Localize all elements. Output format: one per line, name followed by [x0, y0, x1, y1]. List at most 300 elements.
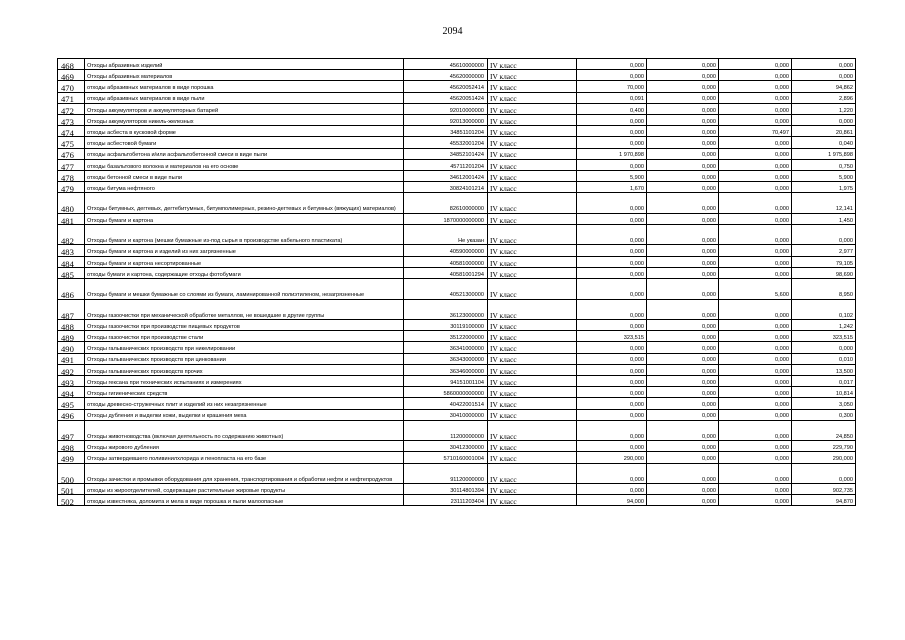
- hazard-class: IV класс: [488, 193, 577, 214]
- value-col-4: 0,017: [792, 375, 856, 386]
- hazard-class: IV класс: [488, 59, 577, 70]
- waste-name: Отходы бумаги и картона и изделий из них загрязненные: [85, 245, 404, 256]
- value-col-2: 0,000: [647, 137, 719, 148]
- waste-name: Отходы зачистки и промывки оборудования для хранения, транспортирования и обработки нефти и нефтепродуктов: [85, 463, 404, 484]
- waste-name: Отходы абразивных материалов: [85, 70, 404, 81]
- value-col-3: 0,000: [719, 375, 792, 386]
- value-col-1: 0,000: [577, 267, 647, 278]
- table-row: [58, 159, 856, 170]
- value-col-1: 0,000: [577, 484, 647, 495]
- value-col-3: 0,000: [719, 193, 792, 214]
- waste-code: 45620000000: [404, 70, 488, 81]
- value-col-4: 0,000: [792, 114, 856, 125]
- table-row: [58, 213, 856, 224]
- value-col-4: 24,850: [792, 420, 856, 441]
- waste-code: 40581000000: [404, 256, 488, 267]
- value-col-3: 0,000: [719, 92, 792, 103]
- value-col-4: 0,000: [792, 342, 856, 353]
- waste-code: 30119100000: [404, 320, 488, 331]
- value-col-3: 0,000: [719, 353, 792, 364]
- hazard-class: IV класс: [488, 267, 577, 278]
- waste-name: Отходы дубления и выделки кожи, выделки и крашения меха: [85, 409, 404, 420]
- value-col-4: 79,105: [792, 256, 856, 267]
- value-col-2: 0,000: [647, 279, 719, 300]
- hazard-class: IV класс: [488, 463, 577, 484]
- value-col-4: 94,870: [792, 495, 856, 506]
- value-col-2: 0,000: [647, 452, 719, 463]
- row-number: 471: [58, 92, 85, 103]
- waste-code: 45711201204: [404, 159, 488, 170]
- value-col-3: 0,000: [719, 213, 792, 224]
- table-row: [58, 92, 856, 103]
- row-number: 472: [58, 103, 85, 114]
- value-col-4: 229,790: [792, 441, 856, 452]
- row-number: 474: [58, 126, 85, 137]
- row-number: 496: [58, 409, 85, 420]
- row-number: 480: [58, 193, 85, 214]
- value-col-3: 0,000: [719, 256, 792, 267]
- value-col-4: 1,450: [792, 213, 856, 224]
- value-col-1: 0,000: [577, 114, 647, 125]
- table-row: [58, 193, 856, 214]
- row-number: 499: [58, 452, 85, 463]
- table-row: [58, 484, 856, 495]
- row-number: 487: [58, 299, 85, 320]
- value-col-1: 323,515: [577, 331, 647, 342]
- value-col-1: 0,000: [577, 193, 647, 214]
- value-col-1: 0,000: [577, 353, 647, 364]
- value-col-4: 20,861: [792, 126, 856, 137]
- value-col-4: 0,040: [792, 137, 856, 148]
- value-col-4: 3,050: [792, 398, 856, 409]
- table-row: [58, 148, 856, 159]
- value-col-4: 0,000: [792, 59, 856, 70]
- waste-name: отходы асбестовой бумаги: [85, 137, 404, 148]
- waste-name: Отходы газоочистки при производстве пищевых продуктов: [85, 320, 404, 331]
- value-col-4: 0,102: [792, 299, 856, 320]
- row-number: 490: [58, 342, 85, 353]
- waste-code: 36341000000: [404, 342, 488, 353]
- waste-name: отходы базальтового волокна и материалов на его основе: [85, 159, 404, 170]
- waste-code: 45532001204: [404, 137, 488, 148]
- table-row: [58, 420, 856, 441]
- value-col-3: 0,000: [719, 452, 792, 463]
- waste-code: 91120000000: [404, 463, 488, 484]
- waste-name: отходы асфальтобетона и/или асфальтобетонной смеси в виде пыли: [85, 148, 404, 159]
- value-col-1: 0,000: [577, 59, 647, 70]
- value-col-4: 94,862: [792, 81, 856, 92]
- waste-name: Отходы аккумуляторов никель-железных: [85, 114, 404, 125]
- waste-name: отходы абразивных материалов в виде пыли: [85, 92, 404, 103]
- hazard-class: IV класс: [488, 159, 577, 170]
- value-col-4: 12,141: [792, 193, 856, 214]
- value-col-3: 0,000: [719, 320, 792, 331]
- hazard-class: IV класс: [488, 81, 577, 92]
- value-col-4: 1,220: [792, 103, 856, 114]
- value-col-3: 0,000: [719, 81, 792, 92]
- hazard-class: IV класс: [488, 299, 577, 320]
- row-number: 485: [58, 267, 85, 278]
- table-row: [58, 463, 856, 484]
- waste-name: отходы из жироотделителей, содержащие растительные жировые продукты: [85, 484, 404, 495]
- waste-name: Отходы битумных, дегтевых, дегтебитумных, битумполимерных, резино-дегтевых и битумных (вяжущих) материалов): [85, 193, 404, 214]
- value-col-1: 5,900: [577, 170, 647, 181]
- value-col-2: 0,000: [647, 267, 719, 278]
- hazard-class: IV класс: [488, 409, 577, 420]
- value-col-3: 0,000: [719, 159, 792, 170]
- value-col-3: 0,000: [719, 267, 792, 278]
- value-col-4: 0,010: [792, 353, 856, 364]
- value-col-3: 0,000: [719, 114, 792, 125]
- waste-name: Отходы бумаги и картона (мешки бумажные из-под сырья в производстве кабельного пластиката): [85, 224, 404, 245]
- row-number: 483: [58, 245, 85, 256]
- table-row: [58, 137, 856, 148]
- value-col-1: 1 970,898: [577, 148, 647, 159]
- waste-name: Отходы бумаги и мешки бумажные со слоями из бумаги, ламинированной полиэтиленом, незагрязненные: [85, 279, 404, 300]
- row-number: 489: [58, 331, 85, 342]
- page-number: 2094: [442, 26, 463, 37]
- waste-code: 40590000000: [404, 245, 488, 256]
- value-col-3: 0,000: [719, 364, 792, 375]
- hazard-class: IV класс: [488, 495, 577, 506]
- row-number: 478: [58, 170, 85, 181]
- value-col-1: 0,000: [577, 420, 647, 441]
- value-col-1: 0,000: [577, 279, 647, 300]
- hazard-class: IV класс: [488, 342, 577, 353]
- hazard-class: IV класс: [488, 137, 577, 148]
- hazard-class: IV класс: [488, 353, 577, 364]
- value-col-1: 0,000: [577, 364, 647, 375]
- value-col-2: 0,000: [647, 441, 719, 452]
- table-row: [58, 409, 856, 420]
- table-row: [58, 320, 856, 331]
- waste-code: 23111203404: [404, 495, 488, 506]
- waste-code: 82610000000: [404, 193, 488, 214]
- value-col-2: 0,000: [647, 256, 719, 267]
- value-col-2: 0,000: [647, 81, 719, 92]
- waste-code: 5710160001004: [404, 452, 488, 463]
- row-number: 473: [58, 114, 85, 125]
- table-row: [58, 441, 856, 452]
- table-row: [58, 256, 856, 267]
- waste-table: [57, 58, 856, 506]
- hazard-class: IV класс: [488, 245, 577, 256]
- value-col-3: 0,000: [719, 441, 792, 452]
- value-col-1: 0,000: [577, 387, 647, 398]
- value-col-4: 1,975: [792, 182, 856, 193]
- value-col-4: 0,000: [792, 463, 856, 484]
- waste-code: 30410000000: [404, 409, 488, 420]
- waste-name: Отходы аккумуляторов и аккумуляторных батарей: [85, 103, 404, 114]
- table-row: [58, 126, 856, 137]
- value-col-2: 0,000: [647, 114, 719, 125]
- value-col-4: 290,000: [792, 452, 856, 463]
- table-row: [58, 81, 856, 92]
- hazard-class: IV класс: [488, 375, 577, 386]
- waste-name: Отходы гексана при технических испытаниях и измерениях: [85, 375, 404, 386]
- waste-code: 34852101424: [404, 148, 488, 159]
- value-col-2: 0,000: [647, 398, 719, 409]
- value-col-1: 0,000: [577, 256, 647, 267]
- value-col-1: 0,000: [577, 224, 647, 245]
- value-col-3: 0,000: [719, 342, 792, 353]
- waste-name: Отходы газоочистки при производстве стали: [85, 331, 404, 342]
- waste-code: 36343000000: [404, 353, 488, 364]
- value-col-1: 0,000: [577, 409, 647, 420]
- value-col-2: 0,000: [647, 148, 719, 159]
- table-row: [58, 353, 856, 364]
- value-col-3: 0,000: [719, 484, 792, 495]
- waste-code: 45610000000: [404, 59, 488, 70]
- waste-code: 1870000000000: [404, 213, 488, 224]
- waste-code: Не указан: [404, 224, 488, 245]
- value-col-3: 0,000: [719, 398, 792, 409]
- value-col-2: 0,000: [647, 353, 719, 364]
- value-col-1: 0,091: [577, 92, 647, 103]
- value-col-3: 0,000: [719, 420, 792, 441]
- value-col-2: 0,000: [647, 70, 719, 81]
- hazard-class: IV класс: [488, 148, 577, 159]
- value-col-2: 0,000: [647, 484, 719, 495]
- value-col-3: 0,000: [719, 103, 792, 114]
- value-col-3: 0,000: [719, 299, 792, 320]
- value-col-1: 94,000: [577, 495, 647, 506]
- table-row: [58, 182, 856, 193]
- row-number: 491: [58, 353, 85, 364]
- waste-code: 34612001424: [404, 170, 488, 181]
- waste-code: 30412300000: [404, 441, 488, 452]
- value-col-4: 0,300: [792, 409, 856, 420]
- table-row: [58, 70, 856, 81]
- value-col-4: 323,515: [792, 331, 856, 342]
- hazard-class: IV класс: [488, 70, 577, 81]
- row-number: 481: [58, 213, 85, 224]
- table-row: [58, 331, 856, 342]
- value-col-3: 0,000: [719, 137, 792, 148]
- waste-name: Отходы абразивных изделий: [85, 59, 404, 70]
- row-number: 468: [58, 59, 85, 70]
- value-col-1: 0,000: [577, 213, 647, 224]
- row-number: 494: [58, 387, 85, 398]
- waste-code: 45620051424: [404, 92, 488, 103]
- waste-name: Отходы гальванических производств прочих: [85, 364, 404, 375]
- table-row: [58, 495, 856, 506]
- value-col-4: 2,896: [792, 92, 856, 103]
- value-col-1: 0,400: [577, 103, 647, 114]
- value-col-2: 0,000: [647, 409, 719, 420]
- value-col-1: 0,000: [577, 299, 647, 320]
- table-row: [58, 387, 856, 398]
- waste-name: отходы абразивных материалов в виде порошка: [85, 81, 404, 92]
- value-col-4: 1 975,898: [792, 148, 856, 159]
- waste-code: 92013000000: [404, 114, 488, 125]
- value-col-2: 0,000: [647, 92, 719, 103]
- waste-name: отходы бумаги и картона, содержащие отходы фотобумаги: [85, 267, 404, 278]
- value-col-2: 0,000: [647, 182, 719, 193]
- row-number: 477: [58, 159, 85, 170]
- value-col-1: 290,000: [577, 452, 647, 463]
- value-col-2: 0,000: [647, 364, 719, 375]
- value-col-1: 0,000: [577, 245, 647, 256]
- value-col-3: 0,000: [719, 387, 792, 398]
- value-col-4: 1,242: [792, 320, 856, 331]
- waste-name: отходы известняка, доломита и мела в виде порошка и пыли малоопасные: [85, 495, 404, 506]
- value-col-2: 0,000: [647, 375, 719, 386]
- value-col-1: 0,000: [577, 375, 647, 386]
- value-col-2: 0,000: [647, 495, 719, 506]
- waste-name: Отходы гальванических производств при цинковании: [85, 353, 404, 364]
- value-col-2: 0,000: [647, 387, 719, 398]
- waste-code: 30114801394: [404, 484, 488, 495]
- value-col-1: 0,000: [577, 342, 647, 353]
- value-col-1: 0,000: [577, 137, 647, 148]
- hazard-class: IV класс: [488, 213, 577, 224]
- hazard-class: IV класс: [488, 114, 577, 125]
- table-row: [58, 375, 856, 386]
- row-number: 492: [58, 364, 85, 375]
- value-col-1: 0,000: [577, 441, 647, 452]
- table-row: [58, 224, 856, 245]
- waste-name: Отходы животноводства (включая деятельность по содержанию животных): [85, 420, 404, 441]
- value-col-3: 0,000: [719, 224, 792, 245]
- hazard-class: IV класс: [488, 279, 577, 300]
- row-number: 469: [58, 70, 85, 81]
- value-col-1: 0,000: [577, 126, 647, 137]
- waste-code: 35122000000: [404, 331, 488, 342]
- hazard-class: IV класс: [488, 441, 577, 452]
- hazard-class: IV класс: [488, 452, 577, 463]
- waste-code: 94151001104: [404, 375, 488, 386]
- waste-code: 40422001514: [404, 398, 488, 409]
- waste-name: отходы асбеста в кусковой форме: [85, 126, 404, 137]
- value-col-4: 0,750: [792, 159, 856, 170]
- value-col-2: 0,000: [647, 159, 719, 170]
- table-row: [58, 342, 856, 353]
- waste-name: отходы бетонной смеси в виде пыли: [85, 170, 404, 181]
- row-number: 484: [58, 256, 85, 267]
- hazard-class: IV класс: [488, 182, 577, 193]
- value-col-2: 0,000: [647, 103, 719, 114]
- value-col-3: 0,000: [719, 70, 792, 81]
- value-col-2: 0,000: [647, 224, 719, 245]
- hazard-class: IV класс: [488, 364, 577, 375]
- value-col-2: 0,000: [647, 320, 719, 331]
- value-col-2: 0,000: [647, 420, 719, 441]
- waste-name: Отходы гигиенических средств: [85, 387, 404, 398]
- hazard-class: IV класс: [488, 224, 577, 245]
- waste-code: 36123000000: [404, 299, 488, 320]
- hazard-class: IV класс: [488, 420, 577, 441]
- row-number: 475: [58, 137, 85, 148]
- value-col-3: 0,000: [719, 170, 792, 181]
- value-col-4: 8,950: [792, 279, 856, 300]
- table-row: [58, 299, 856, 320]
- waste-name: Отходы затвердевшего поливинилхлорида и пенопласта на его базе: [85, 452, 404, 463]
- table-row: [58, 114, 856, 125]
- value-col-2: 0,000: [647, 170, 719, 181]
- value-col-3: 70,497: [719, 126, 792, 137]
- row-number: 501: [58, 484, 85, 495]
- hazard-class: IV класс: [488, 103, 577, 114]
- row-number: 486: [58, 279, 85, 300]
- hazard-class: IV класс: [488, 170, 577, 181]
- hazard-class: IV класс: [488, 398, 577, 409]
- row-number: 479: [58, 182, 85, 193]
- value-col-4: 10,814: [792, 387, 856, 398]
- row-number: 488: [58, 320, 85, 331]
- value-col-4: 0,000: [792, 70, 856, 81]
- value-col-2: 0,000: [647, 299, 719, 320]
- waste-name: отходы битума нефтяного: [85, 182, 404, 193]
- hazard-class: IV класс: [488, 92, 577, 103]
- value-col-2: 0,000: [647, 331, 719, 342]
- row-number: 495: [58, 398, 85, 409]
- value-col-3: 0,000: [719, 409, 792, 420]
- waste-code: 34851101204: [404, 126, 488, 137]
- value-col-1: 0,000: [577, 159, 647, 170]
- waste-code: 92010000000: [404, 103, 488, 114]
- row-number: 502: [58, 495, 85, 506]
- row-number: 470: [58, 81, 85, 92]
- table-row: [58, 364, 856, 375]
- value-col-3: 0,000: [719, 331, 792, 342]
- hazard-class: IV класс: [488, 484, 577, 495]
- row-number: 482: [58, 224, 85, 245]
- waste-code: 45620052414: [404, 81, 488, 92]
- value-col-3: 0,000: [719, 59, 792, 70]
- table-row: [58, 245, 856, 256]
- waste-name: Отходы бумаги и картона: [85, 213, 404, 224]
- waste-name: отходы древесно-стружечных плит и изделий из них незагрязненные: [85, 398, 404, 409]
- waste-code: 40581001294: [404, 267, 488, 278]
- table-body: [58, 59, 856, 506]
- row-number: 493: [58, 375, 85, 386]
- waste-code: 36346000000: [404, 364, 488, 375]
- hazard-class: IV класс: [488, 387, 577, 398]
- table-row: [58, 59, 856, 70]
- value-col-4: 2,977: [792, 245, 856, 256]
- value-col-1: 0,000: [577, 398, 647, 409]
- value-col-1: 70,000: [577, 81, 647, 92]
- value-col-2: 0,000: [647, 59, 719, 70]
- value-col-1: 0,000: [577, 463, 647, 484]
- value-col-4: 902,735: [792, 484, 856, 495]
- value-col-3: 0,000: [719, 495, 792, 506]
- waste-name: Отходы гальванических производств при никелировании: [85, 342, 404, 353]
- value-col-4: 0,000: [792, 224, 856, 245]
- table-row: [58, 170, 856, 181]
- row-number: 498: [58, 441, 85, 452]
- waste-name: Отходы газоочистки при механической обработке металлов, не вошедшие в другие группы: [85, 299, 404, 320]
- value-col-4: 5,900: [792, 170, 856, 181]
- value-col-2: 0,000: [647, 213, 719, 224]
- value-col-2: 0,000: [647, 245, 719, 256]
- row-number: 476: [58, 148, 85, 159]
- table-row: [58, 398, 856, 409]
- value-col-1: 0,000: [577, 320, 647, 331]
- table-row: [58, 452, 856, 463]
- table-row: [58, 267, 856, 278]
- value-col-2: 0,000: [647, 193, 719, 214]
- value-col-3: 0,000: [719, 182, 792, 193]
- row-number: 500: [58, 463, 85, 484]
- value-col-3: 0,000: [719, 463, 792, 484]
- waste-code: 5860000000000: [404, 387, 488, 398]
- table-row: [58, 279, 856, 300]
- value-col-3: 0,000: [719, 148, 792, 159]
- table-row: [58, 103, 856, 114]
- value-col-4: 13,500: [792, 364, 856, 375]
